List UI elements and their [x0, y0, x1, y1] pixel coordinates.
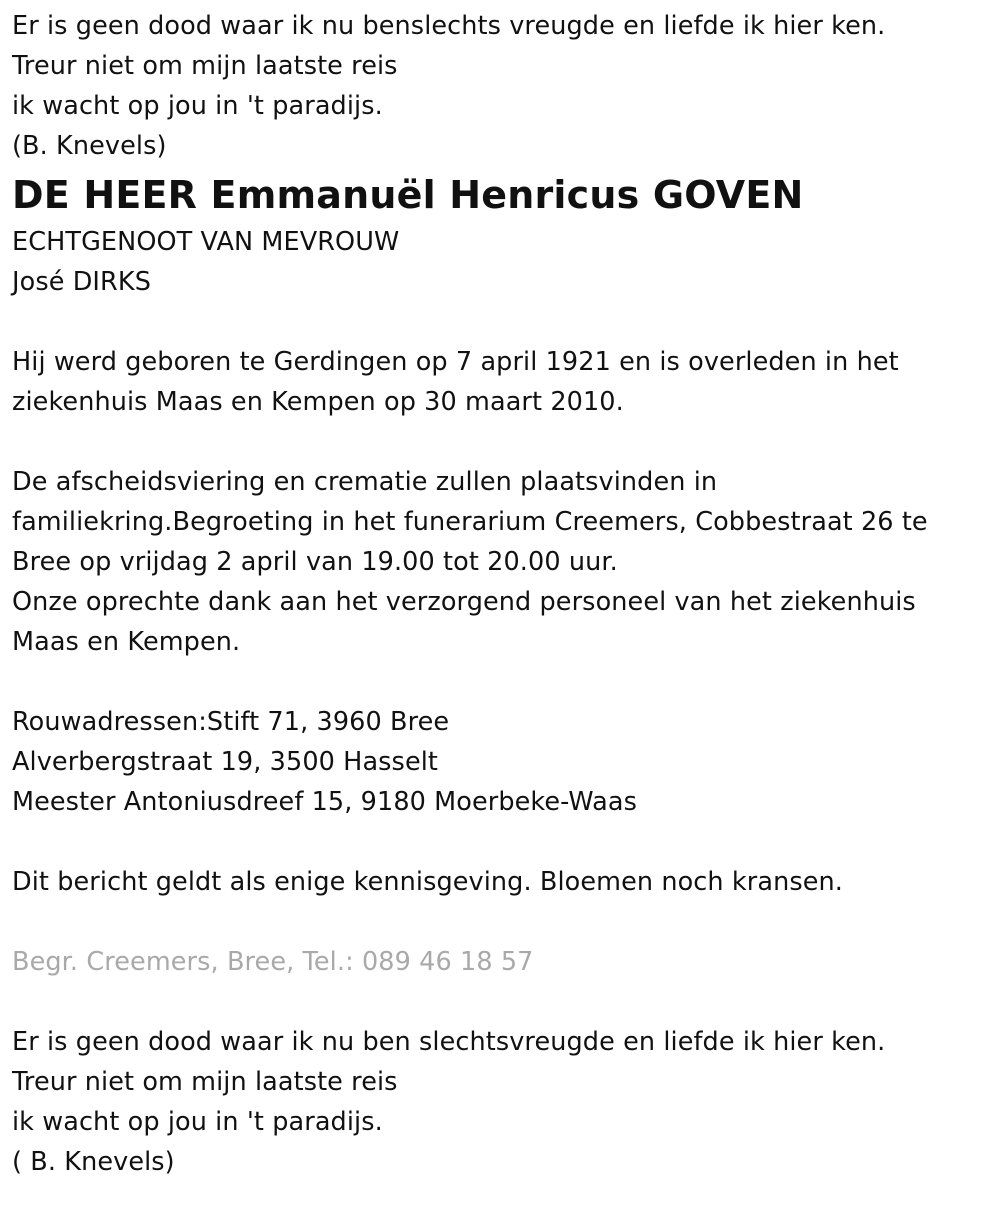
- poem-line: Treur niet om mijn laatste reis: [12, 51, 398, 81]
- address-line: Rouwadressen:Stift 71, 3960 Bree: [12, 707, 450, 737]
- poem-line: ik wacht op jou in 't paradijs.: [12, 1107, 383, 1137]
- mourning-addresses: [12, 702, 988, 822]
- spacer: [12, 822, 988, 862]
- deceased-name: DE HEER Emmanuël Henricus GOVEN: [12, 173, 804, 217]
- paragraph-line: Maas en Kempen.: [12, 627, 241, 657]
- spouse-label: ECHTGENOOT VAN MEVROUW: [12, 227, 400, 257]
- notice-text: Dit bericht geldt als enige kennisgeving. Bloemen noch kransen.: [12, 867, 843, 897]
- spouse-name: José DIRKS: [12, 267, 151, 297]
- birth-death-paragraph: [12, 342, 988, 422]
- funeral-home-info: Begr. Creemers, Bree, Tel.: 089 46 18 57: [12, 947, 534, 977]
- paragraph-line: Hij werd geboren te Gerdingen op 7 april 1921 en is overleden in het: [12, 347, 899, 377]
- paragraph-line: familiekring.Begroeting in het funerarium Creemers, Cobbestraat 26 te: [12, 507, 928, 537]
- poem-line: Er is geen dood waar ik nu benslechts vreugde en liefde ik hier ken.: [12, 11, 886, 41]
- poem-attribution: (B. Knevels): [12, 131, 167, 161]
- spacer: [12, 662, 988, 702]
- spacer: [12, 982, 988, 1022]
- poem-attribution: ( B. Knevels): [12, 1147, 175, 1177]
- address-line: Alverbergstraat 19, 3500 Hasselt: [12, 747, 439, 777]
- address-line: Meester Antoniusdreef 15, 9180 Moerbeke-Waas: [12, 787, 637, 817]
- ceremony-paragraph: [12, 462, 988, 662]
- poem-line: Treur niet om mijn laatste reis: [12, 1067, 398, 1097]
- poem-line: ik wacht op jou in 't paradijs.: [12, 91, 383, 121]
- paragraph-line: Bree op vrijdag 2 april van 19.00 tot 20.00 uur.: [12, 547, 618, 577]
- spacer: [12, 422, 988, 462]
- poem-top: [12, 6, 988, 166]
- spacer: [12, 902, 988, 942]
- paragraph-line: Onze oprechte dank aan het verzorgend personeel van het ziekenhuis: [12, 587, 916, 617]
- paragraph-line: De afscheidsviering en crematie zullen plaatsvinden in: [12, 467, 718, 497]
- spacer: [12, 302, 988, 342]
- paragraph-line: ziekenhuis Maas en Kempen op 30 maart 2010.: [12, 387, 624, 417]
- poem-line: Er is geen dood waar ik nu ben slechtsvreugde en liefde ik hier ken.: [12, 1027, 886, 1057]
- poem-bottom: [12, 1022, 988, 1182]
